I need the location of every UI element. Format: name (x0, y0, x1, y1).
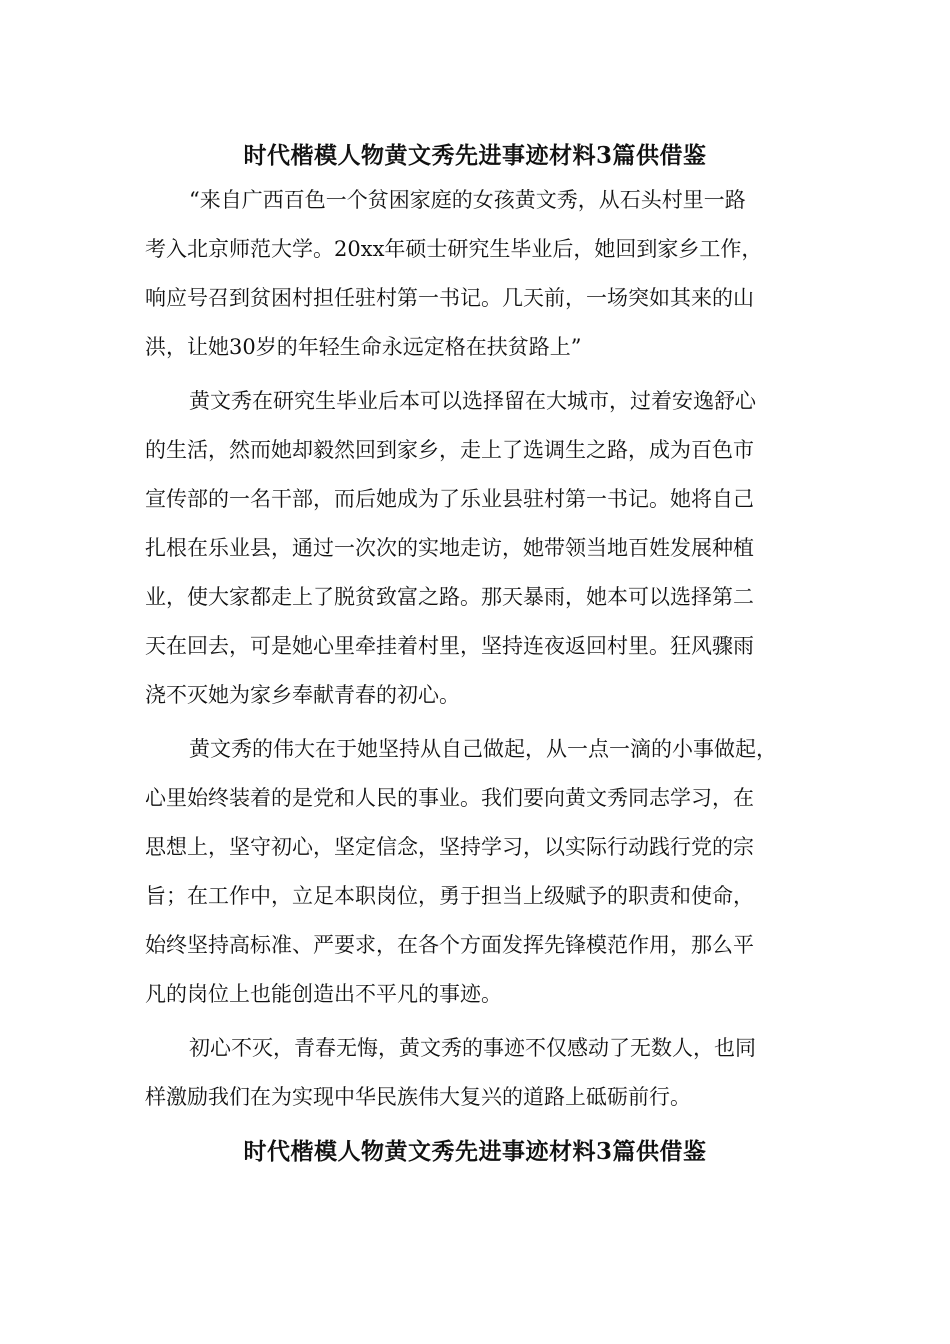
paragraph-line: 洪，让她30岁的年轻生命永远定格在扶贫路上” (145, 335, 582, 359)
paragraph-line: 凡的岗位上也能创造出不平凡的事迹。 (145, 982, 502, 1006)
paragraph-line: 始终坚持高标准、严要求，在各个方面发挥先锋模范作用，那么平 (145, 933, 754, 957)
paragraph-line: 业，使大家都走上了脱贫致富之路。那天暴雨，她本可以选择第二 (145, 585, 754, 609)
paragraph-line: 初心不灭，青春无悔，黄文秀的事迹不仅感动了无数人，也同 (189, 1036, 756, 1060)
paragraph-line: 浇不灭她为家乡奉献青春的初心。 (145, 683, 460, 707)
document-title: 时代楷模人物黄文秀先进事迹材料3篇供借鉴 (243, 142, 707, 169)
paragraph-line: 天在回去，可是她心里牵挂着村里，坚持连夜返回村里。狂风骤雨 (145, 634, 754, 658)
paragraph-line: 思想上，坚守初心，坚定信念，坚持学习，以实际行动践行党的宗 (145, 835, 754, 859)
paragraph-line: 响应号召到贫困村担任驻村第一书记。几天前，一场突如其来的山 (145, 286, 754, 310)
paragraph-line: 的生活，然而她却毅然回到家乡，走上了选调生之路，成为百色市 (145, 438, 754, 462)
paragraph-quote (145, 176, 805, 372)
paragraph-line: 旨；在工作中，立足本职岗位，勇于担当上级赋予的职责和使命， (145, 884, 754, 908)
paragraph-line: 心里始终装着的是党和人民的事业。我们要向黄文秀同志学习，在 (145, 786, 754, 810)
paragraph-line: 黄文秀的伟大在于她坚持从自己做起，从一点一滴的小事做起， (189, 737, 777, 761)
paragraph-line: 黄文秀在研究生毕业后本可以选择留在大城市，过着安逸舒心 (189, 389, 756, 413)
paragraph-line: 样激励我们在为实现中华民族伟大复兴的道路上砥砺前行。 (145, 1085, 691, 1109)
paragraph-line: “来自广西百色一个贫困家庭的女孩黄文秀，从石头村里一路 (189, 188, 746, 212)
paragraph-line: 扎根在乐业县，通过一次次的实地走访，她带领当地百姓发展种植 (145, 536, 754, 560)
paragraph-conclusion (145, 1024, 805, 1122)
paragraph-learning (145, 725, 805, 1019)
paragraph-background (145, 377, 805, 720)
paragraph-line: 考入北京师范大学。20xx年硕士研究生毕业后，她回到家乡工作， (145, 237, 763, 261)
document-title-repeat: 时代楷模人物黄文秀先进事迹材料3篇供借鉴 (243, 1138, 707, 1165)
paragraph-line: 宣传部的一名干部，而后她成为了乐业县驻村第一书记。她将自己 (145, 487, 754, 511)
